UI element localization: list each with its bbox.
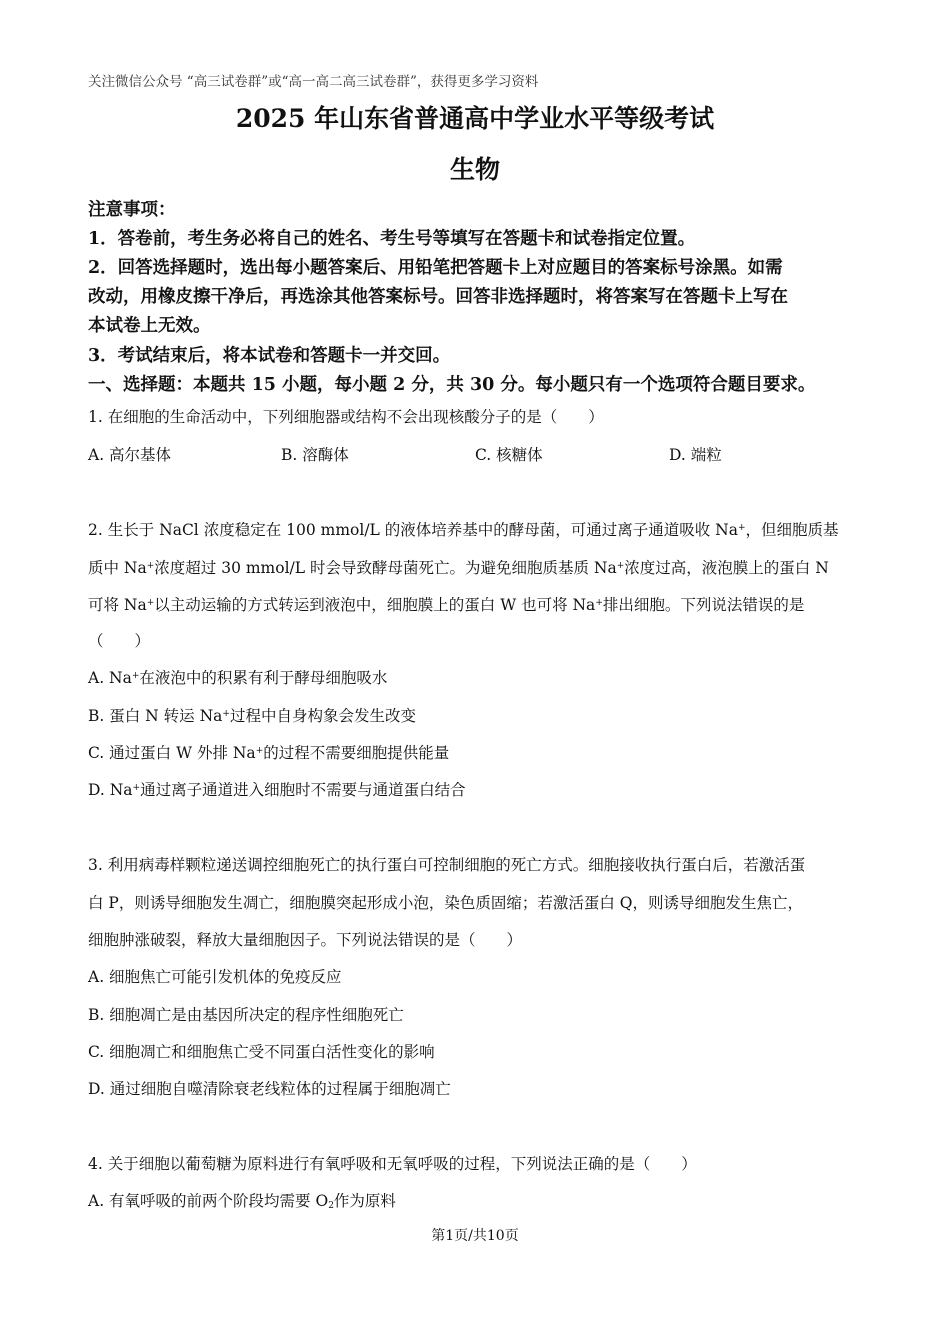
q2-line-1: 2. 生长于 NaCl 浓度稳定在 100 mmol/L 的液体培养基中的酵母菌，可通过离子通道吸收 Na+，但细胞质基 — [88, 521, 839, 539]
q3-line-3: 细胞肿涨破裂，释放大量细胞因子。下列说法错误的是（ ） — [88, 931, 523, 949]
header-note: 关注微信公众号 “高三试卷群”或“高一高二高三试卷群”，获得更多学习资料 — [88, 74, 539, 90]
q1-option-a: A. 高尔基体 — [88, 446, 172, 464]
q2-option-b: B. 蛋白 N 转运 Na+过程中自身构象会发生改变 — [88, 707, 416, 725]
q1-stem: 1. 在细胞的生命活动中，下列细胞器或结构不会出现核酸分子的是（ ） — [88, 408, 604, 426]
notice-item-1: 1．答卷前，考生务必将自己的姓名、考生号等填写在答题卡和试卷指定位置。 — [88, 229, 696, 249]
subject-title: 生物 — [449, 155, 500, 184]
q2-option-d: D. Na+通过离子通道进入细胞时不需要与通道蛋白结合 — [88, 781, 466, 799]
q1-option-d: D. 端粒 — [669, 446, 722, 464]
q3-line-2: 白 P，则诱导细胞发生凋亡，细胞膜突起形成小泡，染色质固缩；若激活蛋白 Q，则诱导细胞发生焦亡， — [88, 894, 803, 912]
q2-option-a: A. Na+在液泡中的积累有利于酵母细胞吸水 — [88, 669, 388, 687]
q1-option-b: B. 溶酶体 — [281, 446, 349, 464]
q4-stem: 4. 关于细胞以葡萄糖为原料进行有氧呼吸和无氧呼吸的过程，下列说法正确的是（ ） — [88, 1155, 697, 1173]
q3-line-1: 3. 利用病毒样颗粒递送调控细胞死亡的执行蛋白可控制细胞的死亡方式。细胞接收执行蛋白后，若激活蛋 — [88, 856, 806, 874]
q3-option-b: B. 细胞凋亡是由基因所决定的程序性细胞死亡 — [88, 1006, 404, 1024]
q2-line-3: 可将 Na+以主动运输的方式转运到液泡中，细胞膜上的蛋白 W 也可将 Na+排出细胞。下列说法错误的是 — [88, 596, 805, 614]
notice-item-2-line-2: 改动，用橡皮擦干净后，再选涂其他答案标号。回答非选择题时，将答案写在答题卡上写在 — [88, 287, 788, 307]
q2-line-2: 质中 Na+浓度超过 30 mmol/L 时会导致酵母菌死亡。为避免细胞质基质 Na+浓度过高，液泡膜上的蛋白 N — [88, 559, 829, 577]
q3-option-a: A. 细胞焦亡可能引发机体的免疫反应 — [88, 968, 342, 986]
notice-item-3: 3．考试结束后，将本试卷和答题卡一并交回。 — [88, 346, 451, 366]
q3-option-d: D. 通过细胞自噬清除衰老线粒体的过程属于细胞凋亡 — [88, 1080, 451, 1098]
exam-title: 2025 年山东省普通高中学业水平等级考试 — [235, 104, 715, 133]
notice-item-2-line-1: 2．回答选择题时，选出每小题答案后、用铅笔把答题卡上对应题目的答案标号涂黑。如需 — [88, 258, 783, 278]
q2-answer-bracket: （ ） — [88, 632, 151, 650]
q4-option-a: A. 有氧呼吸的前两个阶段均需要 $O_2$作为原料 — [88, 1192, 396, 1211]
page-number: 第1页/共10页 — [431, 1228, 519, 1244]
q2-option-c: C. 通过蛋白 W 外排 Na+的过程不需要细胞提供能量 — [88, 744, 450, 762]
notice-item-2-line-3: 本试卷上无效。 — [88, 316, 211, 336]
section-heading: 一、选择题：本题共 15 小题，每小题 2 分，共 30 分。每小题只有一个选项符合题目要求。 — [88, 375, 816, 395]
q3-option-c: C. 细胞凋亡和细胞焦亡受不同蛋白活性变化的影响 — [88, 1043, 435, 1061]
notice-heading: 注意事项： — [88, 200, 176, 220]
q1-option-c: C. 核糖体 — [475, 446, 543, 464]
